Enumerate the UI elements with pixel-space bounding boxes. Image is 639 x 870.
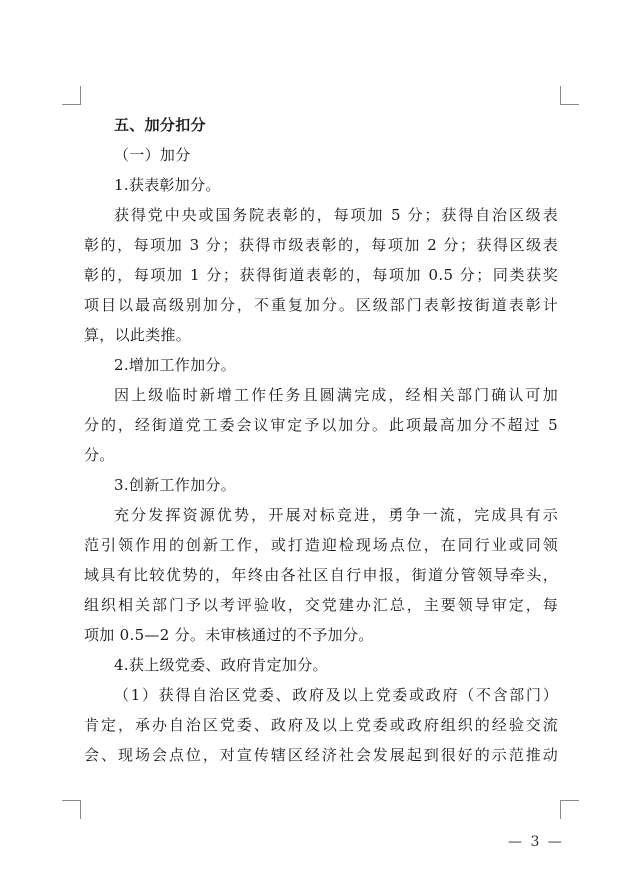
paragraph-line: 范引领作用的创新工作，或打造迎检现场点位，在同行业或同领 — [84, 536, 558, 554]
paragraph-line: 肯定，承办自治区党委、政府及以上党委或政府组织的经验交流 — [84, 716, 558, 734]
paragraph-line: 彰的，每项加 1 分；获得街道表彰的，每项加 0.5 分；同类获奖 — [84, 266, 558, 284]
paragraph-line: 项加 0.5—2 分。未审核通过的不予加分。 — [84, 626, 374, 644]
paragraph-line: （1）获得自治区党委、政府及以上党委或政府（不含部门） — [114, 686, 558, 704]
item-title: 4.获上级党委、政府肯定加分。 — [114, 656, 328, 674]
crop-mark-top-right — [560, 86, 579, 105]
paragraph-line: 充分发挥资源优势，开展对标竞进，勇争一流，完成具有示 — [114, 506, 558, 524]
section-heading: 五、加分扣分 — [114, 116, 206, 134]
document-body — [84, 110, 558, 770]
paragraph-line: 分。 — [84, 446, 115, 464]
subsection-heading: （一）加分 — [114, 146, 191, 164]
paragraph-line: 因上级临时新增工作任务且圆满完成，经相关部门确认可加 — [114, 386, 558, 404]
paragraph-line: 域具有比较优势的，年终由各社区自行申报，街道分管领导牵头， — [84, 566, 558, 584]
page-number: — 3 — — [508, 834, 564, 850]
paragraph-line: 项目以最高级别加分，不重复加分。区级部门表彰按街道表彰计 — [84, 296, 558, 314]
item-title: 2.增加工作加分。 — [114, 356, 237, 374]
paragraph-line: 组织相关部门予以考评验收，交党建办汇总，主要领导审定，每 — [84, 596, 558, 614]
paragraph-line: 彰的，每项加 3 分；获得市级表彰的，每项加 2 分；获得区级表 — [84, 236, 558, 254]
crop-mark-bottom-right — [560, 800, 579, 819]
paragraph-line: 算，以此类推。 — [84, 326, 192, 344]
paragraph-line: 分的，经街道党工委会议审定予以加分。此项最高加分不超过 5 — [84, 416, 558, 434]
item-title: 3.创新工作加分。 — [114, 476, 237, 494]
crop-mark-bottom-left — [62, 800, 81, 819]
crop-mark-top-left — [62, 86, 81, 105]
paragraph-line: 会、现场会点位，对宣传辖区经济社会发展起到很好的示范推动 — [84, 746, 558, 764]
item-title: 1.获表彰加分。 — [114, 176, 221, 194]
paragraph-line: 获得党中央或国务院表彰的，每项加 5 分；获得自治区级表 — [114, 206, 558, 224]
